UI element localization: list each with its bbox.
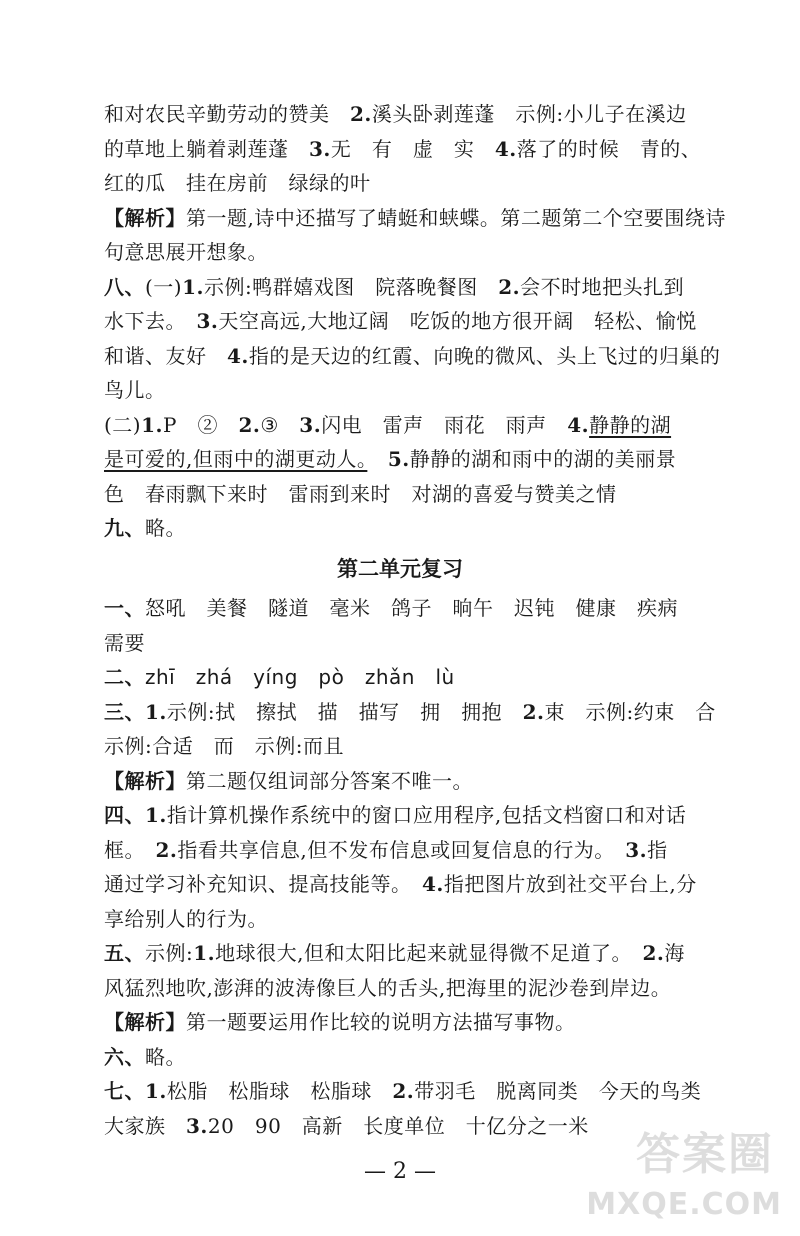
text-segment: 色 春雨飘下来时 雷雨到来时 对湖的喜爱与赞美之情 [104,481,617,506]
text-segment: 闪电 雷声 雨花 雨声 [321,412,568,437]
text-segment: 享给别人的行为。 [104,906,268,931]
bold-label: 1. [193,941,216,965]
text-segment: 风猛烈地吹,澎湃的波涛像巨人的舌头,把海里的泥沙卷到岸边。 [104,975,672,1000]
text-line [104,411,671,439]
text-segment: 指看共享信息,但不发布信息或回复信息的行为。 [177,837,626,862]
text-line [104,836,668,864]
pinyin-text: zhī zhá yíng pò zhǎn lù [145,665,455,689]
text-line [104,238,268,266]
text-line [104,376,166,404]
text-segment: 示例:拭 擦拭 描 描写 拥 拥抱 [166,699,523,724]
text-segment: 水下去。 [104,309,197,333]
text-segment: 指 [647,837,668,862]
bold-label: 【解析】 [104,205,186,230]
bold-label: 二、 [104,665,145,689]
bold-label: 2. [522,699,545,724]
text-segment: 指把图片放到社交平台上,分 [443,872,697,896]
bold-label: 2. [238,412,261,437]
text-segment: (一) [145,274,183,299]
text-line [104,514,186,542]
text-line [104,273,684,301]
text-segment: 示例:鸭群嬉戏图 院落晚餐图 [204,274,499,299]
text-line [104,1112,589,1140]
bold-label: 五、 [104,941,145,965]
text-segment: 鸟儿。 [104,378,166,402]
watermark-logo [586,1112,782,1222]
text-segment: 溪头卧剥莲蓬 示例:小儿子在溪边 [371,102,687,126]
text-line [104,801,686,829]
text-segment: 天空高远,大地辽阔 吃饭的地方很开阔 轻松、愉悦 [218,309,697,333]
underlined-text: 是可爱的,但雨中的湖更动人。 [104,447,368,471]
bold-label: 3. [186,1113,208,1138]
text-segment: 大家族 [104,1113,186,1138]
bold-label: 3. [625,837,648,862]
text-segment: ③ [260,412,300,437]
text-segment: 红的瓜 挂在房前 绿绿的叶 [104,171,371,195]
text-line [104,100,687,128]
watermark-text-bottom: MXQE.COM [586,1187,782,1222]
text-segment: 静静的湖和雨中的湖的美丽景 [409,447,677,471]
underlined-text: 静静的湖 [589,412,672,437]
bold-label: 【解析】 [104,768,186,793]
text-line [104,767,473,795]
text-segment: 20 90 高新 长度单位 十亿分之一米 [207,1113,589,1138]
text-line [104,1077,701,1105]
text-segment: 和对农民辛勤劳动的赞美 [104,102,350,126]
bold-label: 1. [141,412,163,437]
text-segment: 指计算机操作系统中的窗口应用程序,包括文档窗口和对话 [166,803,687,827]
bold-label: 3. [309,136,331,161]
bold-label: 【解析】 [104,1010,186,1034]
text-segment: 第一题,诗中还描写了蜻蜓和蛱蝶。第二题第二个空要围绕诗 [186,205,726,230]
bold-label: 六、 [104,1044,145,1069]
bold-label: 3. [299,412,322,437]
text-line [104,480,617,508]
bold-label: 4. [227,343,249,368]
text-segment: 落了的时候 青的、 [516,136,702,161]
text-segment: 示例:合适 而 示例:而且 [104,734,344,758]
text-segment: 略。 [145,1044,186,1069]
text-segment: 框。 [104,837,156,862]
text-line [104,663,455,691]
text-segment: 示例: [145,941,194,965]
text-line [104,870,697,898]
bold-label: 3. [196,309,219,333]
bold-label: 四、1. [104,803,167,827]
text-segment: 和谐、友好 [104,343,227,368]
text-segment: 海 [664,941,685,965]
text-segment: 的草地上躺着剥莲蓬 [104,136,309,161]
text-segment: 带羽毛 脱离同类 今天的鸟类 [414,1079,702,1103]
text-segment: 通过学习补充知识、提高技能等。 [104,872,422,896]
text-segment: 指的是天边的红霞、向晚的微风、头上飞过的归巢的 [248,343,721,368]
text-line [104,445,676,473]
text-line [104,905,268,933]
text-segment: (二) [104,412,142,437]
text-line [104,732,344,760]
bold-label: 一、 [104,596,145,620]
text-segment: 需要 [104,630,145,655]
text-segment: 第一题要运用作比较的说明方法描写事物。 [186,1010,576,1034]
text-line [104,1043,186,1071]
text-segment: P ② [163,412,239,437]
bold-label: 4. [422,872,444,896]
text-line [104,1008,576,1036]
text-segment: 怒吼 美餐 隧道 毫米 鸽子 晌午 迟钝 健康 疾病 [145,596,678,620]
text-segment: 束 示例:约束 合 [544,699,716,724]
text-line [104,135,701,163]
bold-label: 2. [155,837,178,862]
text-line [104,342,720,370]
text-segment: 句意思展开想象。 [104,240,268,264]
text-segment: 第二题仅组词部分答案不唯一。 [186,768,473,793]
bold-label: 2. [350,102,372,126]
text-line [104,169,371,197]
bold-label: 三、1. [104,699,167,724]
text-segment: 会不时地把头扎到 [520,274,685,299]
bold-label: 4. [567,412,590,437]
text-line [104,939,685,967]
bold-label: 2. [392,1079,415,1103]
bold-label: 2. [498,274,521,299]
text-line [104,629,145,657]
text-segment: 略。 [145,516,186,540]
watermark-text-top: 答案圈 [636,1129,774,1180]
text-segment: 无 有 虚 实 [330,136,495,161]
text-line [104,204,726,232]
bold-label: 七、1. [104,1079,167,1103]
text-line [104,974,671,1002]
text-line [104,698,716,726]
bold-label: 5. [387,447,410,471]
section-heading: 第二单元复习 [337,556,463,581]
bold-label: 1. [182,274,204,299]
bold-label: 4. [494,136,517,161]
bold-label: 2. [642,941,665,965]
page-number: — 2 — [364,1159,436,1184]
text-segment: 松脂 松脂球 松脂球 [166,1079,393,1103]
text-segment: 地球很大,但和太阳比起来就显得微不足道了。 [215,941,643,965]
bold-label: 九、 [104,516,145,540]
text-line [104,307,697,335]
bold-label: 八、 [104,274,145,299]
text-segment [367,447,388,471]
text-line [104,594,678,622]
